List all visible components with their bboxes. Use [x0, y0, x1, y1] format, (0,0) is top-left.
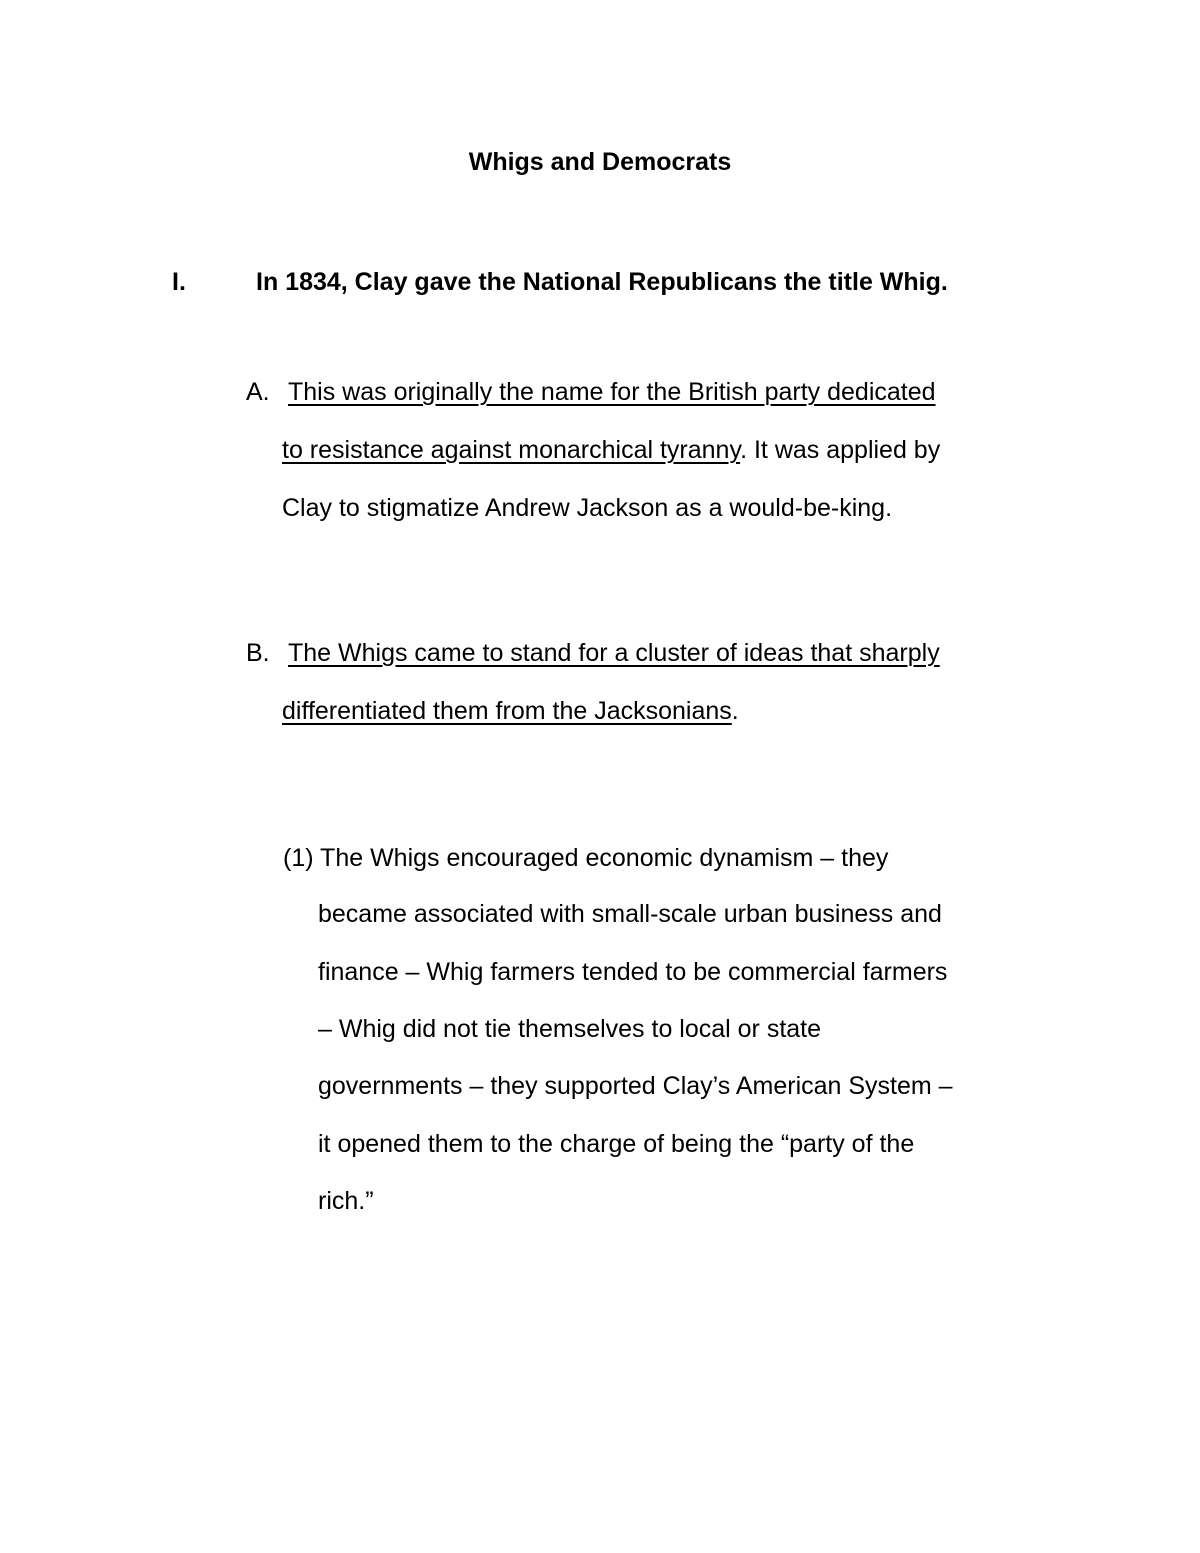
sub-item-1-line-2: became associated with small-scale urban business and — [318, 900, 942, 928]
item-b-line-1-underlined: The Whigs came to stand for a cluster of ideas that sharply — [288, 639, 940, 667]
item-b-letter: B. — [246, 639, 270, 667]
sub-item-1-line-6: it opened them to the charge of being the “party of the — [318, 1130, 915, 1158]
sub-item-1-line-3: finance – Whig farmers tended to be commercial farmers — [318, 958, 948, 986]
item-b-line-2-underlined: differentiated them from the Jacksonians — [282, 697, 732, 725]
item-a-line-2-rest: . It was applied by — [740, 436, 941, 464]
sub-item-1-line-5: governments – they supported Clay’s American System – — [318, 1072, 953, 1100]
document-title: Whigs and Democrats — [468, 148, 732, 176]
item-a-line-3: Clay to stigmatize Andrew Jackson as a would-be-king. — [282, 494, 893, 522]
item-a-letter: A. — [246, 378, 270, 406]
section-i-number: I. — [172, 268, 186, 296]
sub-item-1-line-1: (1) The Whigs encouraged economic dynamism – they — [283, 844, 889, 872]
sub-item-1-line-4: – Whig did not tie themselves to local or state — [318, 1015, 822, 1043]
item-b-line-2-rest: . — [731, 697, 739, 725]
section-i-text: In 1834, Clay gave the National Republicans the title Whig. — [256, 268, 948, 296]
item-a-line-1-underlined: This was originally the name for the British party dedicated — [288, 378, 936, 406]
item-a-line-2-underlined: to resistance against monarchical tyranny — [282, 436, 741, 464]
sub-item-1-line-7: rich.” — [318, 1187, 374, 1215]
